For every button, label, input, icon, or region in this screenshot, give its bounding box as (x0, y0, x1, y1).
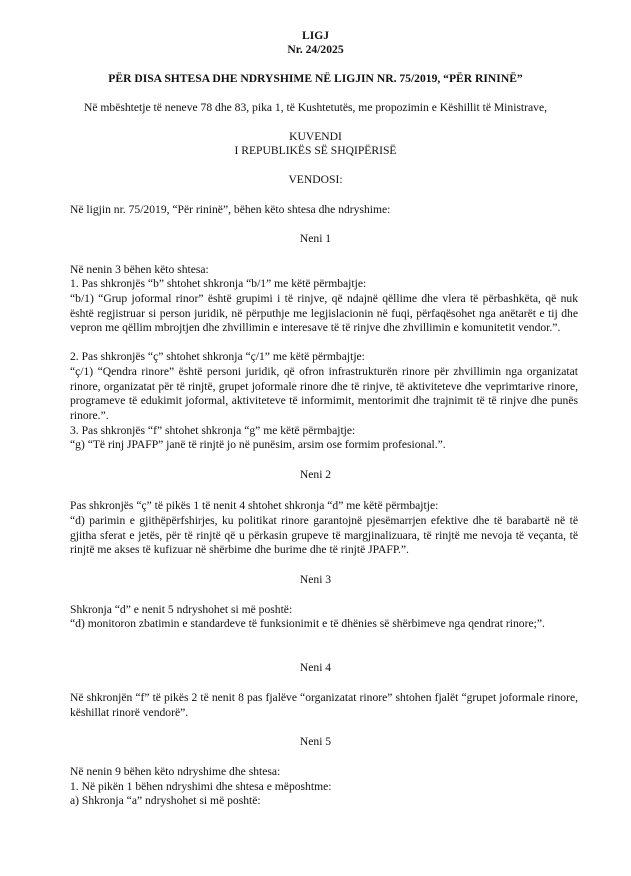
decision-heading: VENDOSI: (288, 173, 343, 186)
article-1-line: 2. Pas shkronjës “ç” shtohet shkronja “ç/1” me këtë përmbajtje: (70, 350, 365, 363)
article-5-heading: Neni 5 (299, 735, 332, 748)
article-5-line: Në nenin 9 bëhen këto ndryshime dhe shtesa: (70, 765, 281, 778)
authority-line-2: I REPUBLIKËS SË SHQIPËRISË (234, 144, 397, 157)
article-1-line: 1. Pas shkronjës “b” shtohet shkronja “b/1” me këtë përmbajtje: (70, 277, 367, 290)
article-2-heading: Neni 2 (299, 468, 332, 481)
article-1-paragraph: “ç/1) “Qendra rinore” është personi juridik, që ofron infrastrukturën rinore për zhvillimin nga organizatat rinore, organizatat për të rinjtë, grupet joformale rinore dhe të rinjve, të aktiviteteve dhe veprimtarive rinore, programeve të edukimit joformal, aktiviteteve të informimit, mentorimit dhe trajnimit të të rinjve dhe punës rinore.”. (70, 365, 578, 422)
article-1-line: Në nenin 3 bëhen këto shtesa: (70, 263, 209, 276)
document-type: LIGJ (301, 29, 330, 42)
article-5-line: a) Shkronja “a” ndryshohet si më poshtë: (70, 794, 261, 807)
article-3-line: Shkronja “d” e nenit 5 ndryshohet si më poshtë: (70, 603, 293, 616)
preamble: Në mbështetje të neneve 78 dhe 83, pika 1, të Kushtetutës, me propozimin e Këshillit të Ministrave, (84, 101, 547, 114)
article-4-paragraph: Në shkronjën “f” të pikës 2 të nenit 8 pas fjalëve “organizatat rinore” shtohen fjalët “grupet joformale rinore, këshillat rinorë vendorë”. (70, 691, 578, 719)
article-1-line: “g) “Të rinj JPAFP” janë të rinjtë jo në punësim, arsim ose formim profesional.”. (70, 438, 446, 451)
article-4-heading: Neni 4 (299, 661, 332, 674)
document-title: PËR DISA SHTESA DHE NDRYSHIME NË LIGJIN NR. 75/2019, “PËR RININË” (108, 72, 523, 85)
authority-line-1: KUVENDI (289, 130, 342, 143)
article-2-line: Pas shkronjës “ç” të pikës 1 të nenit 4 shtohet shkronja “d” me këtë përmbajtje: (70, 499, 439, 512)
article-1-paragraph: “b/1) “Grup joformal rinor” është grupimi i të rinjve, që ndajnë qëllime dhe vlera të përbashkëta, që nuk është regjistruar si person juridik, në përputhje me legjislacionin në fuqi, përfaqësohet nga anëtarët e tij dhe vepron me qëllim mbrojtjen dhe zhvillimin e interesave të të rinjve dhe zhvillimin e komunitetit vendor.”. (70, 292, 578, 335)
document-number: Nr. 24/2025 (287, 43, 344, 56)
article-1-heading: Neni 1 (299, 232, 332, 245)
article-1-line: 3. Pas shkronjës “f” shtohet shkronja “g” me këtë përmbajtje: (70, 424, 356, 437)
article-3-paragraph: “d) monitoron zbatimin e standardeve të funksionimit e të dhënies së shërbimeve nga qendrat rinore;”. (70, 617, 545, 630)
article-2-paragraph: “d) parimin e gjithëpërfshirjes, ku politikat rinore garantojnë pjesëmarrjen efektive dhe të barabartë në të gjitha sferat e jetës, për të rinjtë që u përkasin grupeve të margjinalizuara, të rinjtë me nevoja të veçanta, të rinjtë me akses të kufizuar në shërbime dhe burime dhe të rinjtë JPAFP.”. (70, 514, 578, 557)
intro-paragraph: Në ligjin nr. 75/2019, “Për rininë”, bëhen këto shtesa dhe ndryshime: (70, 203, 391, 216)
article-3-heading: Neni 3 (299, 573, 332, 586)
article-5-line: 1. Në pikën 1 bëhen ndryshimi dhe shtesa e mëposhtme: (70, 780, 332, 793)
